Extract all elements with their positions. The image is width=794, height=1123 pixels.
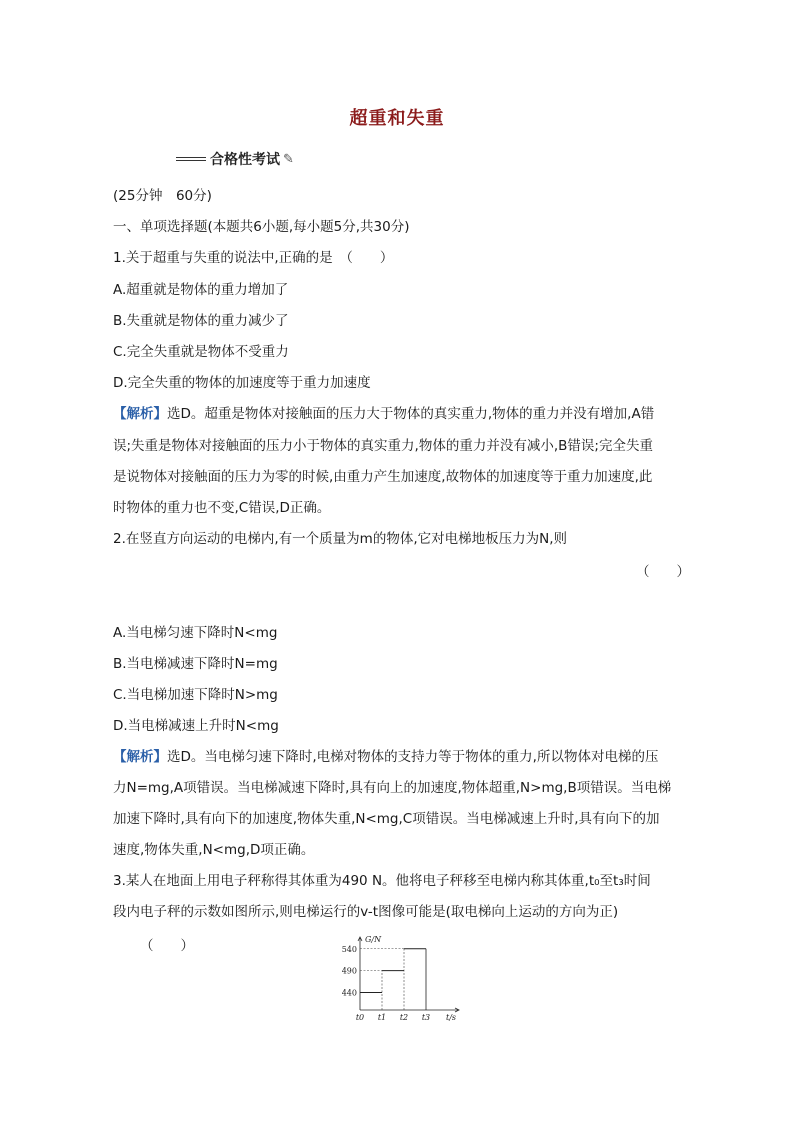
- question-3-stem: 段内电子秤的示数如图所示,则电梯运行的v-t图像可能是(取电梯向上运动的方向为正): [113, 904, 619, 920]
- question-2-analysis-line: 力N=mg,A项错误。当电梯减速下降时,具有向上的加速度,物体超重,N>mg,B项错误。当电梯: [113, 780, 672, 796]
- analysis-label: 【解析】: [113, 406, 167, 422]
- question-1-analysis-line: 【解析】选D。超重是物体对接触面的压力大于物体的真实重力,物体的重力并没有增加,A错: [113, 406, 655, 422]
- x-axis-label: t/s: [446, 1013, 457, 1022]
- x-tick-label: t1: [377, 1013, 387, 1022]
- question-2-option-b: B.当电梯减速下降时N=mg: [113, 656, 278, 672]
- y-tick-label: 440: [341, 988, 357, 998]
- question-2-option-c: C.当电梯加速下降时N>mg: [113, 687, 278, 703]
- answer-paren: （ ）: [636, 564, 690, 580]
- part-heading: 一、单项选择题(本题共6小题,每小题5分,共30分): [113, 219, 410, 235]
- page-title: 超重和失重: [349, 108, 445, 129]
- answer-paren: （ ）: [140, 938, 194, 954]
- question-2-stem: 2.在竖直方向运动的电梯内,有一个质量为m的物体,它对电梯地板压力为N,则: [113, 531, 568, 547]
- weight-time-chart: [334, 932, 464, 1022]
- section-heading: [176, 148, 294, 170]
- question-1-analysis-line: 误;失重是物体对接触面的压力小于物体的真实重力,物体的重力并没有减小,B错误;完全失重: [113, 438, 653, 454]
- chart-labels: [342, 935, 456, 1022]
- section-label: 合格性考试: [210, 152, 280, 168]
- exam-meta: (25分钟 60分): [113, 188, 212, 204]
- question-2-analysis-line: 加速下降时,具有向下的加速度,物体失重,N<mg,C项错误。当电梯减速上升时,具有向下的加: [113, 811, 660, 827]
- question-2-analysis-line: 速度,物体失重,N<mg,D项正确。: [113, 842, 315, 858]
- x-tick-label: t0: [355, 1013, 365, 1022]
- question-1-option-c: C.完全失重就是物体不受重力: [113, 344, 289, 360]
- x-tick-label: t3: [421, 1013, 431, 1022]
- x-tick-label: t2: [399, 1013, 409, 1022]
- chart-series: [360, 949, 426, 993]
- pencil-icon: ✎: [283, 151, 294, 167]
- question-2-option-a: A.当电梯匀速下降时N<mg: [113, 625, 278, 641]
- question-2-option-d: D.当电梯减速上升时N<mg: [113, 718, 279, 734]
- analysis-label: 【解析】: [113, 749, 167, 765]
- chart-axes: [358, 937, 459, 1012]
- y-tick-label: 540: [341, 944, 357, 954]
- question-1-option-b: B.失重就是物体的重力减少了: [113, 313, 289, 329]
- question-1-analysis-line: 是说物体对接触面的压力为零的时候,由重力产生加速度,故物体的加速度等于重力加速度,此: [113, 469, 653, 485]
- question-1-analysis-line: 时物体的重力也不变,C错误,D正确。: [113, 500, 331, 516]
- question-1-stem: 1.关于超重与失重的说法中,正确的是 （ ）: [113, 250, 394, 266]
- question-1-option-a: A.超重就是物体的重力增加了: [113, 282, 289, 298]
- chart-guides: [360, 949, 426, 1010]
- y-tick-label: 490: [341, 966, 357, 976]
- question-2-analysis-line: 【解析】选D。当电梯匀速下降时,电梯对物体的支持力等于物体的重力,所以物体对电梯的压: [113, 749, 659, 765]
- question-1-option-d: D.完全失重的物体的加速度等于重力加速度: [113, 375, 371, 391]
- y-axis-label: G/N: [365, 935, 382, 944]
- heading-rule: [176, 155, 206, 163]
- question-3-stem: 3.某人在地面上用电子秤称得其体重为490 N。他将电子秤移至电梯内称其体重,t₀至t₃时间: [113, 873, 651, 889]
